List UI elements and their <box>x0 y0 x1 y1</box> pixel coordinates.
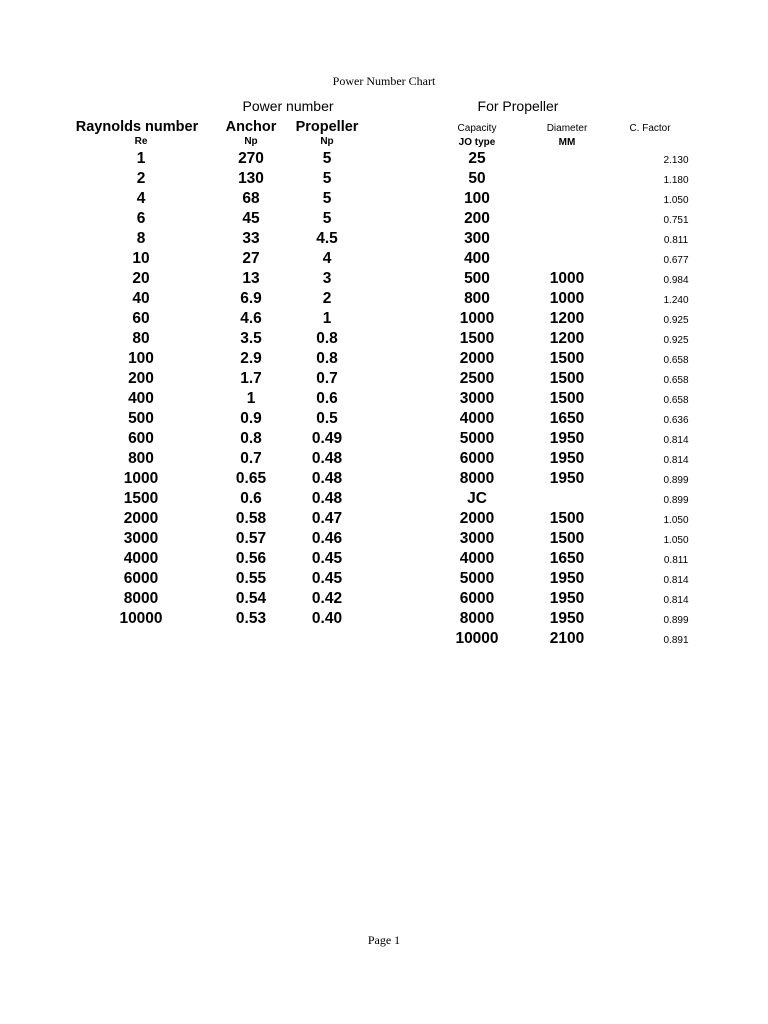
c-factor-cell: 1.180 <box>663 175 689 186</box>
reynolds-number-cell: 20 <box>132 270 150 287</box>
propeller-np-cell: 0.47 <box>311 510 343 527</box>
propeller-header: Propeller <box>295 119 359 135</box>
c-factor-cell: 0.751 <box>663 215 689 226</box>
anchor-np-cell: 0.65 <box>235 470 267 487</box>
reynolds-number-cell: 600 <box>128 430 154 447</box>
propeller-np-cell: 0.49 <box>311 430 343 447</box>
capacity-cell: 2000 <box>459 510 495 527</box>
capacity-cell: 8000 <box>459 470 495 487</box>
c-factor-cell: 0.925 <box>663 335 689 346</box>
diameter-cell: 1000 <box>549 290 585 307</box>
capacity-cell: 1000 <box>459 310 495 327</box>
diameter-cell: 1950 <box>549 450 585 467</box>
propeller-np-cell: 0.42 <box>311 590 343 607</box>
c-factor-cell: 0.658 <box>663 355 689 366</box>
c-factor-cell: 0.814 <box>663 575 689 586</box>
reynolds-number-cell: 400 <box>128 390 154 407</box>
reynolds-number-cell: 200 <box>128 370 154 387</box>
diameter-cell: 1500 <box>549 530 585 547</box>
reynolds-number-cell: 6 <box>136 210 146 227</box>
propeller-np-cell: 1 <box>322 310 332 327</box>
capacity-cell: 3000 <box>459 530 495 547</box>
diameter-cell: 1950 <box>549 570 585 587</box>
c-factor-cell: 0.899 <box>663 495 689 506</box>
anchor-np-cell: 2.9 <box>240 350 262 367</box>
anchor-np-cell: 0.6 <box>240 490 262 507</box>
reynolds-number-cell: 10000 <box>119 610 163 627</box>
diameter-cell: 1200 <box>549 330 585 347</box>
c-factor-cell: 1.050 <box>663 515 689 526</box>
diameter-cell: 1500 <box>549 390 585 407</box>
c-factor-cell: 1.050 <box>663 195 689 206</box>
anchor-np-cell: 1 <box>246 390 256 407</box>
capacity-cell: 800 <box>464 290 490 307</box>
c-factor-cell: 0.811 <box>663 555 689 566</box>
anchor-np-cell: 130 <box>238 170 264 187</box>
propeller-np-cell: 0.48 <box>311 490 343 507</box>
c-factor-cell: 1.050 <box>663 535 689 546</box>
anchor-np-cell: 27 <box>242 250 260 267</box>
reynolds-number-cell: 10 <box>132 250 150 267</box>
reynolds-number-cell: 80 <box>132 330 150 347</box>
reynolds-number-cell: 2 <box>136 170 146 187</box>
propeller-np-cell: 0.5 <box>316 410 338 427</box>
diameter-cell: 1950 <box>549 610 585 627</box>
anchor-np-subheader: Np <box>244 136 258 147</box>
diameter-cell: 1950 <box>549 430 585 447</box>
reynolds-number-header: Raynolds number <box>75 119 199 135</box>
anchor-np-cell: 270 <box>238 150 264 167</box>
reynolds-number-cell: 40 <box>132 290 150 307</box>
propeller-np-cell: 4 <box>322 250 332 267</box>
capacity-cell: 25 <box>468 150 486 167</box>
reynolds-number-cell: 4 <box>136 190 146 207</box>
propeller-np-cell: 4.5 <box>316 230 338 247</box>
propeller-np-cell: 5 <box>322 190 332 207</box>
document-title: Power Number Chart <box>332 74 436 88</box>
propeller-np-cell: 0.48 <box>311 470 343 487</box>
anchor-np-cell: 0.8 <box>240 430 262 447</box>
anchor-np-cell: 1.7 <box>240 370 262 387</box>
propeller-np-cell: 0.6 <box>316 390 338 407</box>
capacity-cell: 1500 <box>459 330 495 347</box>
capacity-cell: 5000 <box>459 430 495 447</box>
capacity-cell: 200 <box>464 210 490 227</box>
diameter-cell: 1950 <box>549 470 585 487</box>
anchor-np-cell: 0.53 <box>235 610 267 627</box>
page-footer: Page 1 <box>367 933 401 947</box>
anchor-np-cell: 3.5 <box>240 330 262 347</box>
capacity-cell: 4000 <box>459 550 495 567</box>
reynolds-number-cell: 1500 <box>123 490 159 507</box>
capacity-cell: 2500 <box>459 370 495 387</box>
anchor-np-cell: 0.57 <box>235 530 267 547</box>
anchor-np-cell: 68 <box>242 190 260 207</box>
anchor-np-cell: 45 <box>242 210 260 227</box>
reynolds-number-cell: 1000 <box>123 470 159 487</box>
c-factor-cell: 0.636 <box>663 415 689 426</box>
propeller-np-cell: 5 <box>322 210 332 227</box>
diameter-cell: 1200 <box>549 310 585 327</box>
anchor-np-cell: 4.6 <box>240 310 262 327</box>
capacity-cell: JC <box>467 490 487 507</box>
propeller-np-cell: 0.48 <box>311 450 343 467</box>
capacity-cell: 3000 <box>459 390 495 407</box>
diameter-cell: 1650 <box>549 550 585 567</box>
propeller-np-cell: 2 <box>322 290 332 307</box>
reynolds-number-cell: 60 <box>132 310 150 327</box>
propeller-np-cell: 0.45 <box>311 570 343 587</box>
capacity-cell: 5000 <box>459 570 495 587</box>
diameter-cell: 1650 <box>549 410 585 427</box>
diameter-header: Diameter <box>546 123 588 134</box>
c-factor-cell: 0.899 <box>663 615 689 626</box>
propeller-np-cell: 0.46 <box>311 530 343 547</box>
diameter-cell: 1500 <box>549 370 585 387</box>
propeller-np-cell: 0.8 <box>316 350 338 367</box>
propeller-np-cell: 0.7 <box>316 370 338 387</box>
propeller-np-subheader: Np <box>320 136 334 147</box>
c-factor-cell: 2.130 <box>663 155 689 166</box>
anchor-np-cell: 33 <box>242 230 260 247</box>
capacity-cell: 400 <box>464 250 490 267</box>
c-factor-header: C. Factor <box>629 123 671 134</box>
reynolds-number-cell: 500 <box>128 410 154 427</box>
anchor-np-cell: 0.9 <box>240 410 262 427</box>
propeller-np-cell: 3 <box>322 270 332 287</box>
capacity-header: Capacity <box>457 123 497 134</box>
mm-subheader: MM <box>558 137 576 148</box>
capacity-cell: 500 <box>464 270 490 287</box>
capacity-cell: 2000 <box>459 350 495 367</box>
jo-type-subheader: JO type <box>458 137 496 148</box>
capacity-cell: 6000 <box>459 590 495 607</box>
capacity-cell: 300 <box>464 230 490 247</box>
diameter-cell: 1950 <box>549 590 585 607</box>
anchor-np-cell: 6.9 <box>240 290 262 307</box>
c-factor-cell: 0.658 <box>663 395 689 406</box>
reynolds-number-cell: 1 <box>136 150 146 167</box>
propeller-np-cell: 0.40 <box>311 610 343 627</box>
anchor-np-cell: 13 <box>242 270 260 287</box>
reynolds-number-cell: 100 <box>128 350 154 367</box>
c-factor-cell: 0.925 <box>663 315 689 326</box>
capacity-cell: 8000 <box>459 610 495 627</box>
c-factor-cell: 0.814 <box>663 595 689 606</box>
anchor-header: Anchor <box>225 119 277 135</box>
propeller-np-cell: 5 <box>322 150 332 167</box>
c-factor-cell: 1.240 <box>663 295 689 306</box>
c-factor-cell: 0.984 <box>663 275 689 286</box>
propeller-np-cell: 0.8 <box>316 330 338 347</box>
diameter-cell: 1000 <box>549 270 585 287</box>
re-subheader: Re <box>134 136 148 147</box>
for-propeller-group-header: For Propeller <box>477 98 559 114</box>
anchor-np-cell: 0.7 <box>240 450 262 467</box>
diameter-cell: 2100 <box>549 630 585 647</box>
power-number-group-header: Power number <box>242 98 334 114</box>
propeller-np-cell: 0.45 <box>311 550 343 567</box>
capacity-cell: 100 <box>464 190 490 207</box>
anchor-np-cell: 0.55 <box>235 570 267 587</box>
capacity-cell: 4000 <box>459 410 495 427</box>
anchor-np-cell: 0.54 <box>235 590 267 607</box>
capacity-cell: 10000 <box>455 630 499 647</box>
reynolds-number-cell: 4000 <box>123 550 159 567</box>
c-factor-cell: 0.891 <box>663 635 689 646</box>
capacity-cell: 6000 <box>459 450 495 467</box>
c-factor-cell: 0.658 <box>663 375 689 386</box>
c-factor-cell: 0.811 <box>663 235 689 246</box>
anchor-np-cell: 0.56 <box>235 550 267 567</box>
reynolds-number-cell: 3000 <box>123 530 159 547</box>
reynolds-number-cell: 2000 <box>123 510 159 527</box>
c-factor-cell: 0.677 <box>663 255 689 266</box>
c-factor-cell: 0.814 <box>663 455 689 466</box>
diameter-cell: 1500 <box>549 350 585 367</box>
anchor-np-cell: 0.58 <box>235 510 267 527</box>
diameter-cell: 1500 <box>549 510 585 527</box>
reynolds-number-cell: 800 <box>128 450 154 467</box>
c-factor-cell: 0.899 <box>663 475 689 486</box>
capacity-cell: 50 <box>468 170 486 187</box>
propeller-np-cell: 5 <box>322 170 332 187</box>
reynolds-number-cell: 8 <box>136 230 146 247</box>
c-factor-cell: 0.814 <box>663 435 689 446</box>
reynolds-number-cell: 8000 <box>123 590 159 607</box>
reynolds-number-cell: 6000 <box>123 570 159 587</box>
